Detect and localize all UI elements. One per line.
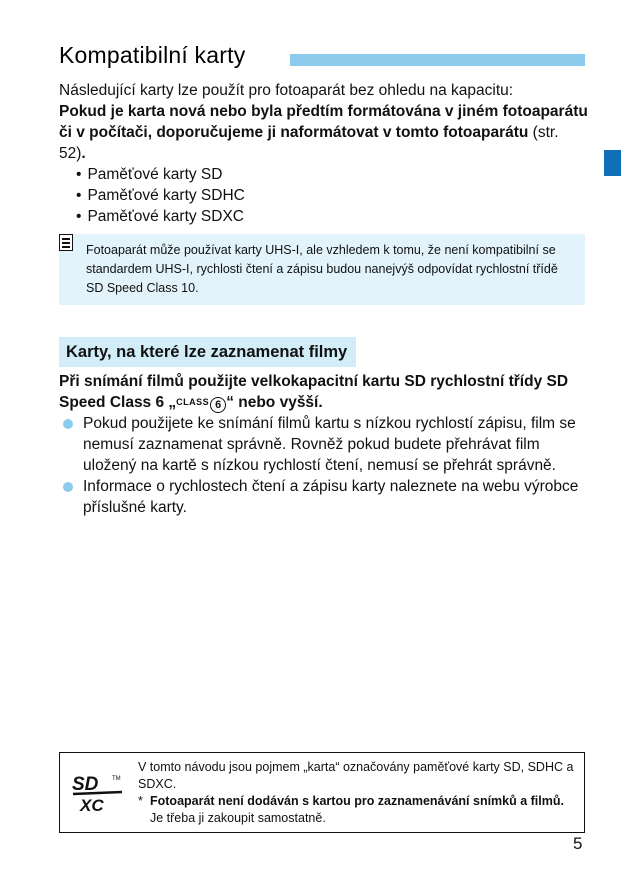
sdxc-logo-xc: XC	[80, 796, 104, 814]
movies-section-body	[59, 371, 594, 518]
format-warning	[59, 101, 589, 164]
list-item: • Paměťové karty SD	[76, 164, 589, 185]
format-warning-bold: Pokud je karta nová nebo byla předtím formátována v jiném fotoaparátu či v počítači, doporučujeme ji naformátovat v tomto fotoaparátu	[59, 103, 588, 141]
list-item: • Paměťové karty SDHC	[76, 185, 589, 206]
page-number: 5	[573, 834, 583, 853]
page-reference: (str. 52)	[59, 124, 559, 162]
movies-lead	[59, 371, 594, 413]
card-not-included-bold: Fotoaparát není dodáván s kartou pro zaznamenávání snímků a filmů.	[150, 794, 564, 808]
uhs-note-text: Fotoaparát může používat karty UHS-I, ale vzhledem k tomu, že není kompatibilní se standardem UHS-I, rychlosti čtení a zápisu budou nanejvýš odpovídat rychlostní třídě SD Speed Class 10.	[86, 243, 558, 295]
sdxc-logo-tm: TM	[112, 776, 121, 782]
speed-class-word: CLASS	[176, 397, 210, 407]
card-not-included-note	[138, 793, 578, 827]
movies-section-heading: Karty, na které lze zaznamenat filmy	[59, 337, 356, 367]
sdxc-logo-icon	[70, 770, 130, 814]
card-not-included-rest: Je třeba ji zakoupit samostatně.	[150, 811, 326, 825]
intro-section	[59, 80, 589, 227]
uhs-note-box	[59, 234, 585, 305]
list-item: Informace o rychlostech čtení a zápisu karty naleznete na webu výrobce příslušné karty.	[59, 476, 594, 518]
card-not-included-text	[150, 793, 578, 827]
title-accent-bar	[290, 54, 585, 66]
format-warning-end: .	[81, 145, 86, 162]
list-item: • Paměťové karty SDXC	[76, 206, 589, 227]
memo-icon	[59, 234, 73, 251]
card-definition-line: V tomto návodu jsou pojmem „karta“ označovány paměťové karty SD, SDHC a SDXC.	[138, 760, 574, 791]
list-item: Pokud použijete ke snímání filmů kartu s nízkou rychlostí zápisu, film se nemusí zaznamenat správně. Rovněž pokud budete přehrávat film uložený na kartě s nízkou rychlostí čtení, nemusí se přehrát správně.	[59, 413, 594, 476]
card-definition-text	[138, 759, 578, 827]
chapter-tab-marker	[604, 150, 621, 176]
card-type-list	[59, 164, 589, 227]
asterisk: *	[138, 794, 143, 808]
movies-notes-list	[59, 413, 594, 518]
speed-class-6-icon: 6	[210, 397, 226, 413]
movies-lead-text: Při snímání filmů použijte velkokapacitní kartu SD rychlostní třídy SD Speed Class 6 „	[59, 373, 569, 411]
movies-lead-end: “ nebo vyšší.	[226, 394, 323, 411]
card-definition-box	[59, 752, 585, 833]
sdxc-logo-sd: SD	[72, 774, 99, 795]
page-title: Kompatibilní karty	[59, 42, 246, 68]
intro-line: Následující karty lze použít pro fotoaparát bez ohledu na kapacitu:	[59, 82, 514, 99]
